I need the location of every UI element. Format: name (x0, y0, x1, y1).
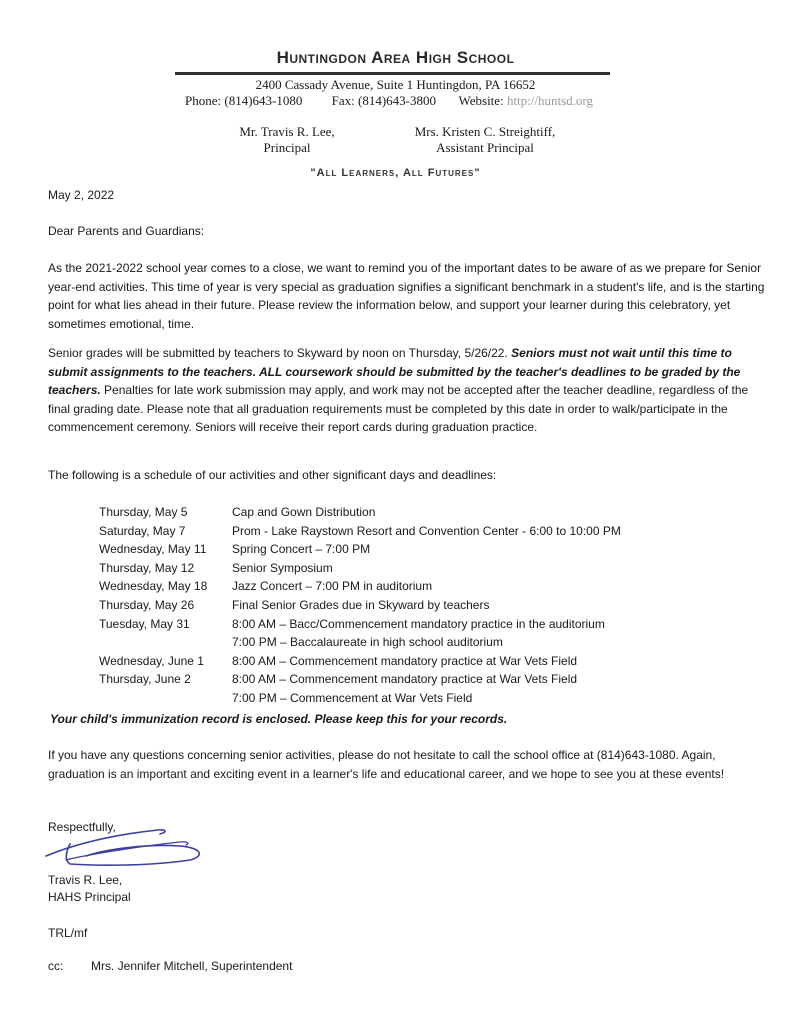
schedule-date: Wednesday, May 18 (99, 579, 208, 594)
typist-initials: TRL/mf (48, 926, 88, 940)
schedule-row (99, 670, 621, 689)
schedule-event: Prom - Lake Raystown Resort and Convention Center - 6:00 to 10:00 PM (232, 523, 621, 538)
schedule-row (99, 689, 621, 708)
schedule-date: Tuesday, May 31 (99, 616, 190, 631)
signer-title: HAHS Principal (48, 890, 131, 904)
schedule-event: 8:00 AM – Commencement mandatory practice at War Vets Field (232, 672, 578, 687)
schedule-date: Saturday, May 7 (99, 523, 186, 538)
grades-text-continued: Penalties for late work submission may apply, and work may not be accepted after the teacher deadline, regardless of the final grading date. Please note that all graduation requirements must be completed by this date in order to walk/participate in the commencement ceremony. Seniors will receive their report cards during graduation practice. (48, 383, 749, 435)
schedule-row (99, 559, 621, 578)
schedule-row (99, 503, 621, 522)
schedule-row (99, 522, 621, 541)
phone-number: (814)643-1080 (224, 93, 303, 108)
schedule-row (99, 596, 621, 615)
schedule-row (99, 615, 621, 634)
letter-date: May 2, 2022 (48, 188, 115, 202)
assistant-principal-name: Mrs. Kristen C. Streightiff, (414, 124, 556, 139)
schedule-event: 7:00 PM – Baccalaureate in high school auditorium (232, 635, 503, 650)
schedule-row (99, 633, 621, 652)
schedule-date: Thursday, June 2 (99, 672, 191, 687)
closing-paragraph: If you have any questions concerning senior activities, please do not hesitate to call the school office at (814)643-1080. Again, graduation is an important and exciting event in a learner's life and educational career, and we hope to see you at these events! (48, 748, 725, 781)
salutation: Dear Parents and Guardians: (48, 224, 205, 238)
schedule-row (99, 540, 621, 559)
signature-image (40, 820, 215, 878)
schedule-event: Cap and Gown Distribution (232, 505, 376, 519)
schedule-event: Final Senior Grades due in Skyward by teachers (232, 597, 490, 612)
school-motto: "All Learners, All Futures" (310, 167, 481, 179)
schedule-date (99, 633, 232, 652)
grades-emphasis: Seniors must not wait until this time to submit assignments to the teachers. ALL coursework should be submitted by the teacher's deadlines to be graded by the teachers. (48, 346, 741, 398)
schedule-event: Jazz Concert – 7:00 PM in auditorium (232, 579, 433, 594)
principal-block (228, 124, 346, 156)
fax-number: (814)643-3800 (358, 93, 436, 108)
immunization-notice: Your child's immunization record is enclosed. Please keep this for your records. (50, 712, 508, 726)
assistant-principal-block (400, 124, 570, 156)
school-address: 2400 Cassady Avenue, Suite 1 Huntingdon, PA 16652 (255, 77, 536, 92)
assistant-principal-title: Assistant Principal (436, 140, 534, 155)
schedule-row (99, 577, 621, 596)
cc-recipient: Mrs. Jennifer Mitchell, Superintendent (91, 959, 293, 973)
valediction: Respectfully, (48, 820, 116, 834)
schedule-event: Spring Concert – 7:00 PM (232, 542, 371, 557)
paragraph-intro: As the 2021-2022 school year comes to a close, we want to remind you of the important dates to be aware of as we prepare for Senior year-end activities. This time of year is very special as graduation signifies a significant benchmark in a student's life, and is the starting point for what lies ahead in their future. Please review the information below, and support your learner during this celebratory, yet sometimes emotional, time. (48, 261, 765, 331)
schedule-event: Senior Symposium (232, 560, 333, 575)
schedule-date: Thursday, May 26 (99, 597, 195, 612)
schedule-row (99, 652, 621, 671)
schedule-date: Wednesday, June 1 (99, 653, 204, 668)
schedule-list (99, 503, 621, 708)
signer-name: Travis R. Lee, (48, 873, 123, 887)
schedule-date (99, 689, 232, 708)
schedule-date: Wednesday, May 11 (99, 542, 207, 557)
fax-label: Fax: (331, 93, 355, 108)
website-link[interactable]: http://huntsd.org (506, 93, 594, 108)
schedule-event: 7:00 PM – Commencement at War Vets Field (232, 690, 473, 705)
schedule-event: 8:00 AM – Commencement mandatory practice at War Vets Field (232, 653, 578, 668)
schedule-date: Thursday, May 12 (99, 560, 195, 575)
paragraph-grades (48, 344, 768, 437)
school-name: Huntingdon Area High School (276, 48, 515, 67)
schedule-date: Thursday, May 5 (99, 505, 188, 519)
cc-label: cc: (48, 959, 64, 973)
grades-text: Senior grades will be submitted by teachers to Skyward by noon on Thursday, 5/26/22. (48, 346, 512, 360)
contact-line (185, 93, 593, 109)
schedule-event: 8:00 AM – Bacc/Commencement mandatory practice in the auditorium (232, 616, 605, 631)
principal-name: Mr. Travis R. Lee, (239, 124, 335, 139)
principal-title: Principal (263, 140, 311, 155)
letterhead-rule (175, 72, 610, 75)
schedule-intro: The following is a schedule of our activities and other significant days and deadlines: (48, 468, 497, 482)
website-label: Website: (458, 93, 504, 108)
phone-label: Phone: (185, 93, 222, 108)
